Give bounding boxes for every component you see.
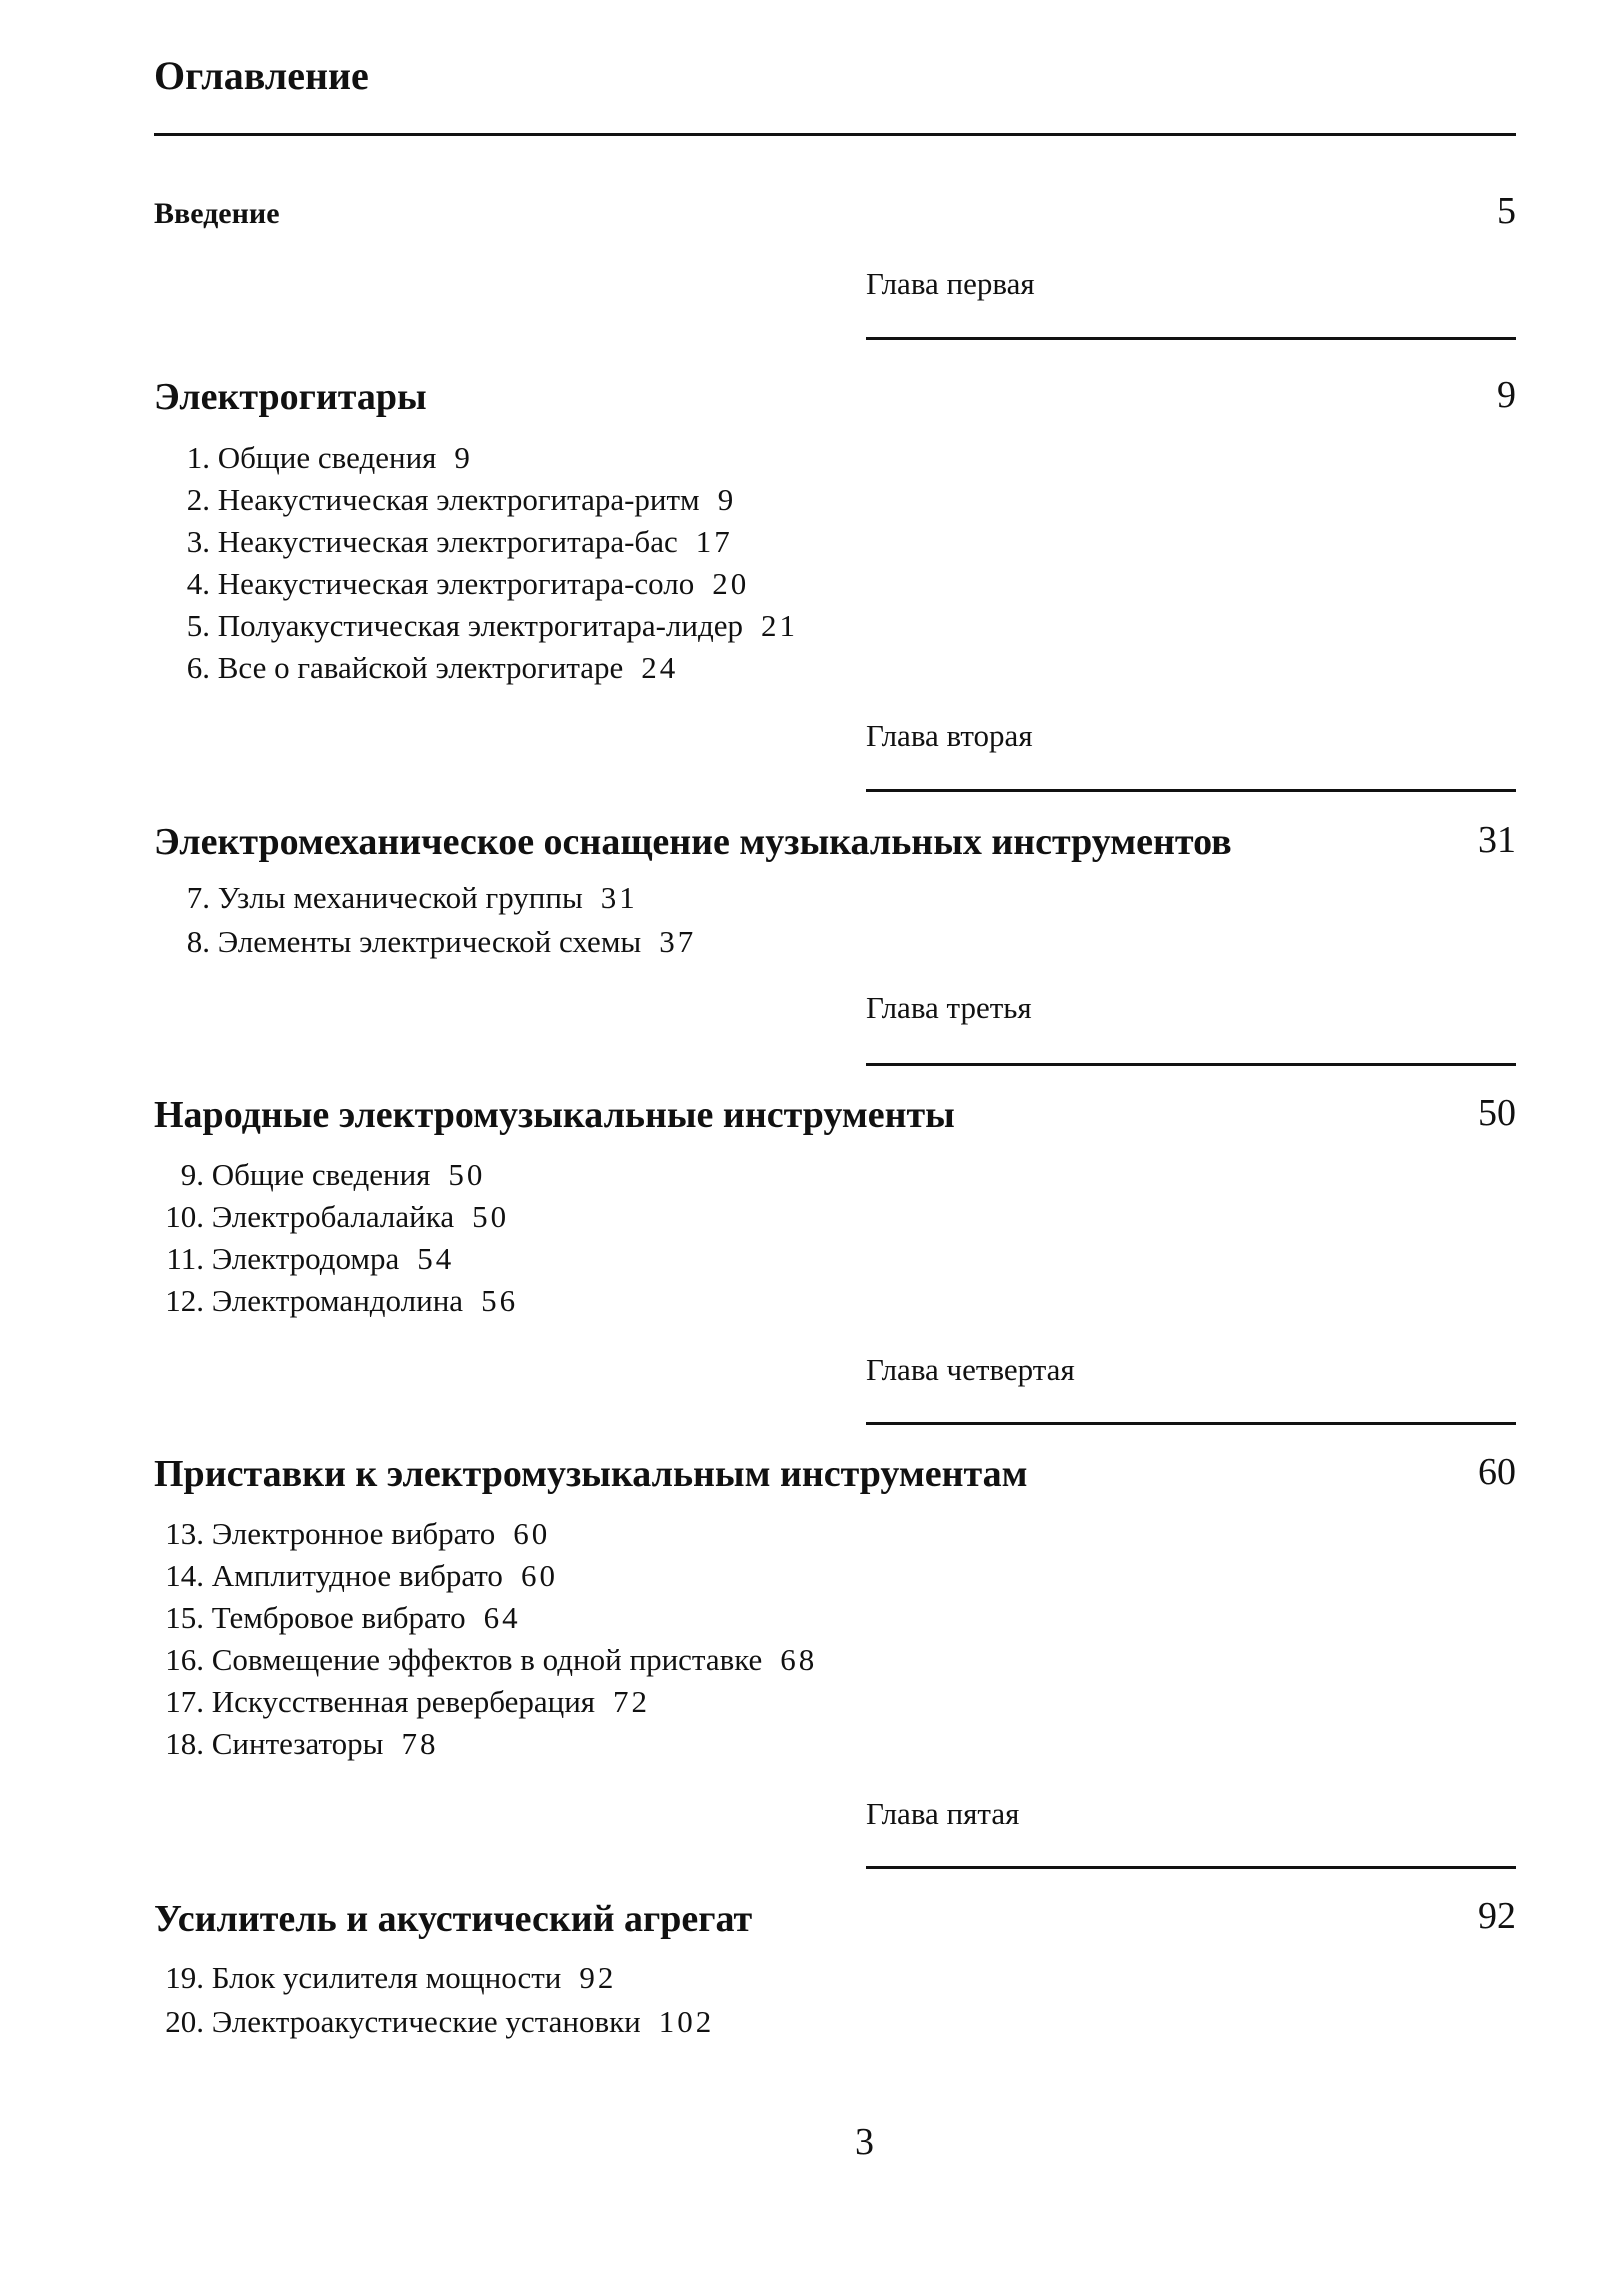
chapter-3-page: 50: [1478, 1092, 1516, 1134]
chapter-4-page: 60: [1478, 1451, 1516, 1493]
item-title: Неакустическая электрогитара-бас: [217, 524, 678, 559]
toc-item: [154, 524, 733, 560]
item-number: 5.: [186, 608, 210, 643]
item-page: 78: [401, 1726, 439, 1761]
item-number: 11.: [166, 1241, 204, 1276]
item-page: 50: [472, 1199, 510, 1234]
item-title: Неакустическая электрогитара-соло: [217, 566, 695, 601]
toc-item: [154, 2004, 714, 2040]
item-title: Синтезаторы: [211, 1726, 384, 1761]
item-number: 7.: [186, 880, 210, 915]
toc-item: [154, 1600, 521, 1636]
item-number: 17.: [165, 1684, 204, 1719]
item-number: 3.: [186, 524, 210, 559]
toc-item: [154, 1283, 518, 1319]
chapter-4-label: Глава четвертая: [866, 1352, 1075, 1387]
chapter-5-rule: [866, 1866, 1516, 1869]
item-number: 4.: [186, 566, 210, 601]
toc-item: [154, 440, 473, 476]
item-number: 10.: [165, 1199, 204, 1234]
item-title: Амплитудное вибрато: [211, 1558, 503, 1593]
item-number: 13.: [165, 1516, 204, 1551]
toc-item: [154, 1241, 454, 1277]
item-title: Неакустическая электрогитара-ритм: [217, 482, 700, 517]
toc-item: [154, 1726, 438, 1762]
item-page: 20: [712, 566, 750, 601]
item-number: 6.: [186, 650, 210, 685]
chapter-5-page: 92: [1478, 1895, 1516, 1937]
item-title: Элементы электрической схемы: [217, 924, 642, 959]
chapter-2-label: Глава вторая: [866, 718, 1033, 753]
toc-item: [154, 1684, 650, 1720]
item-number: 18.: [165, 1726, 204, 1761]
chapter-1-label: Глава первая: [866, 266, 1035, 301]
item-page: 9: [717, 482, 737, 517]
item-number: 15.: [165, 1600, 204, 1635]
chapter-5-label: Глава пятая: [866, 1796, 1020, 1831]
item-number: 19.: [165, 1960, 204, 1995]
item-page: 92: [579, 1960, 617, 1995]
item-page: 24: [641, 650, 679, 685]
chapter-3-rule: [866, 1063, 1516, 1066]
item-page: 56: [481, 1283, 519, 1318]
item-title: Тембровое вибрато: [211, 1600, 466, 1635]
chapter-1-heading: Электрогитары: [154, 376, 427, 418]
item-page: 64: [483, 1600, 521, 1635]
title-rule: [154, 133, 1516, 136]
item-page: 102: [658, 2004, 715, 2039]
item-page: 54: [417, 1241, 455, 1276]
item-title: Электромандолина: [211, 1283, 464, 1318]
item-page: 21: [761, 608, 799, 643]
item-page: 37: [659, 924, 697, 959]
chapter-2-heading: Электромеханическое оснащение музыкальных инструментов: [154, 821, 1232, 863]
item-number: 8.: [186, 924, 210, 959]
item-title: Электродомра: [211, 1241, 400, 1276]
chapter-3-label: Глава третья: [866, 990, 1032, 1025]
item-page: 17: [695, 524, 733, 559]
toc-item: [154, 1516, 550, 1552]
toc-item: [154, 924, 696, 960]
toc-item: [154, 1558, 558, 1594]
item-page: 50: [448, 1157, 486, 1192]
item-page: 60: [520, 1558, 558, 1593]
toc-item: [154, 1157, 485, 1193]
item-title: Общие сведения: [211, 1157, 431, 1192]
item-title: Узлы механической группы: [217, 880, 583, 915]
item-page: 31: [600, 880, 638, 915]
chapter-2-page: 31: [1478, 819, 1516, 861]
toc-item: [154, 1960, 616, 1996]
item-title: Электронное вибрато: [211, 1516, 496, 1551]
item-page: 72: [613, 1684, 651, 1719]
item-number: 20.: [165, 2004, 204, 2039]
item-number: 14.: [165, 1558, 204, 1593]
item-page: 60: [513, 1516, 551, 1551]
item-page: 9: [454, 440, 473, 475]
chapter-1-page: 9: [1497, 374, 1516, 416]
item-number: 1.: [186, 440, 210, 475]
toc-item: [154, 566, 749, 602]
item-title: Искусственная реверберация: [211, 1684, 596, 1719]
toc-item: [154, 1199, 509, 1235]
item-number: 12.: [165, 1283, 204, 1318]
page-number: 3: [855, 2121, 874, 2163]
item-number: 9.: [180, 1157, 204, 1192]
item-title: Электробалалайка: [211, 1199, 455, 1234]
chapter-4-heading: Приставки к электромузыкальным инструментам: [154, 1453, 1028, 1495]
toc-item: [154, 1642, 817, 1678]
item-title: Электроакустические установки: [211, 2004, 641, 2039]
item-title: Совмещение эффектов в одной приставке: [211, 1642, 763, 1677]
intro-label: Введение: [154, 197, 280, 230]
item-title: Блок усилителя мощности: [211, 1960, 562, 1995]
chapter-4-rule: [866, 1422, 1516, 1425]
chapter-3-heading: Народные электромузыкальные инструменты: [154, 1094, 955, 1136]
item-title: Полуакустическая электрогитара-лидер: [217, 608, 744, 643]
chapter-2-rule: [866, 789, 1516, 792]
item-page: 68: [780, 1642, 818, 1677]
item-title: Общие сведения: [217, 440, 437, 475]
toc-item: [154, 650, 678, 686]
item-number: 16.: [165, 1642, 204, 1677]
toc-item: [154, 608, 798, 644]
page-title: Оглавление: [154, 53, 369, 98]
toc-item: [154, 880, 638, 916]
item-title: Все о гавайской электрогитаре: [217, 650, 624, 685]
item-number: 2.: [186, 482, 210, 517]
chapter-1-rule: [866, 337, 1516, 340]
toc-item: [154, 482, 736, 518]
chapter-5-heading: Усилитель и акустический агрегат: [154, 1898, 753, 1940]
intro-page: 5: [1497, 190, 1516, 232]
